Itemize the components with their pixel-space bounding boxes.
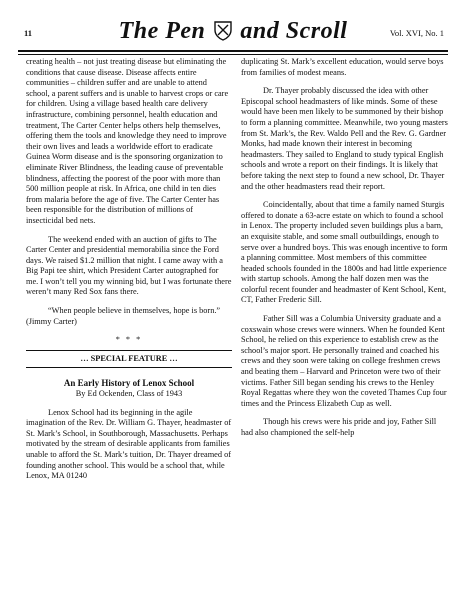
masthead-rule-thin (18, 54, 448, 55)
paragraph: Lenox School had its beginning in the agile imagination of the Rev. Dr. William G. Thayer, headmaster of St. Mark’s School, in Southborough, Massachusetts. Perhaps motivated by the stream of desirable applicants from families unable to afford the St. Mark’s tuition, Dr. Thayer dreamed of founding another school. This would be a school that, while (26, 407, 232, 470)
article-title: An Early History of Lenox School (63, 378, 195, 389)
newsletter-title (18, 18, 448, 45)
masthead-rule-thick (18, 50, 448, 52)
section-separator: * * * (115, 335, 143, 345)
title-part-1: The Pen (118, 18, 206, 44)
quote-paragraph: “When people believe in themselves, hope is born.” (Jimmy Carter) (26, 306, 221, 326)
paragraph: Though his crews were his pride and joy, Father Sill had also championed the self-help (241, 417, 437, 437)
right-column (241, 57, 449, 447)
byline: By Ed Ockenden, Class of 1943 (75, 389, 183, 399)
paragraph: duplicating St. Mark’s excellent education, would serve boys from families of modest means. (241, 57, 444, 77)
paragraph: Coincidentally, about that time a family named Sturgis offered to donate a 63-acre estate on which to found a school in Lenox. The property included seven buildings plus a barn, an exquisite stable, and some small outbuildings, enough to serve over a hundred boys. This was enough incentive to form a planning committee. Most members of this committee headed schools founded in the 1800s and had little experience with startup schools. Among the half dozen men was the colorful recent founder and headmaster of Kent School, Kent, CT, Father Frederic Sill. (241, 200, 448, 305)
volume-issue: Vol. XVI, No. 1 (389, 28, 444, 38)
footer-address: Lenox, MA 01240 (26, 471, 88, 481)
paragraph: Dr. Thayer probably discussed the idea with other Episcopal school headmasters of like minds. Some of these would have been men likely to be summoned by their bishop to form a planning committee. Meanwhile, two young masters from St. Mark’s, the Rev. Waldo Pell and the Rev. G. Gardner Monks, had made known their interest in becoming headmasters. They sailed to England to study typical English schools and wrote a report on their findings. It is likely that before taking the next step to found a new school, Dr. Thayer and the other headmasters read their report. (241, 86, 448, 191)
page-number: 11 (24, 28, 33, 38)
paragraph: Father Sill was a Columbia University graduate and a coxswain whose crews were winners. When he founded Kent School, he relied on this experience to establish crew as the school’s major sport. He personally trained and coached his crews and they soon were taking on college freshmen crews and beating them – Harvard and Princeton were two of their victims. Father Sill began sending his crews to the Henley Royal Regattas where they won the coveted Thames Cup four times and the Princess Elizabeth Cup as well. (241, 314, 447, 408)
shield-crest-icon (214, 21, 232, 41)
title-part-2: and Scroll (240, 18, 348, 44)
left-column (26, 57, 232, 482)
masthead (18, 20, 448, 50)
paragraph: The weekend ended with an auction of gifts to The Carter Center and presidential memorabilia since the Ford days. We raised $1.2 million that night. I came away with a Big Papi tee shirt, which President Carter autographed for me. I won’t tell you my winning bid, but I was fortunate there weren’t many Red Sox fans there. (26, 234, 232, 297)
special-feature-banner: … SPECIAL FEATURE … (26, 350, 232, 369)
paragraph: creating health – not just treating disease but eliminating the conditions that cause disease. Disease affects entire communities – children suffer and are unable to attend school, a parent suffers and is unable to harvest crops or care for children. Using a village based health care delivery infrastructure, combining personnel, health education and treatment, The Carter Center helps others help themselves, offering them the tools and knowledge they need to improve their own lives and leads a worldwide effort to eradicate Guinea Worm disease and is the sponsoring organization to eliminate River Blindness, the leading cause of preventable blindness, affecting the poorest of the poor with more than 500 million people at risk. In Africa, one child in ten dies from malaria before the age of five. The Carter Center has been responsible for the distribution of millions of insecticidal bed nets. (26, 57, 229, 225)
